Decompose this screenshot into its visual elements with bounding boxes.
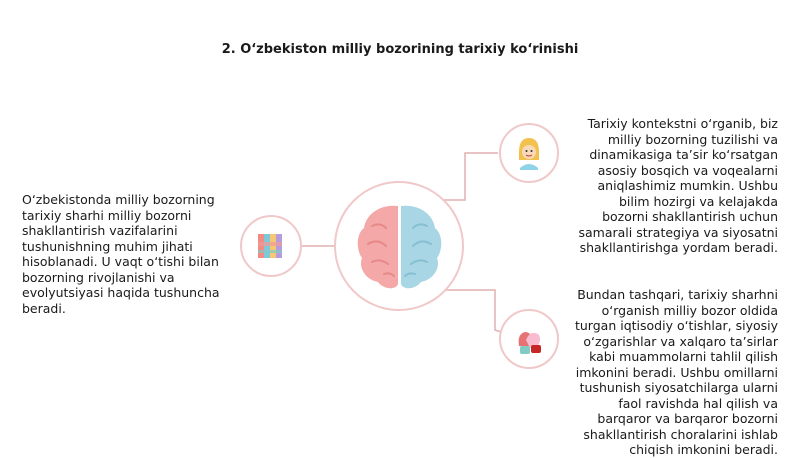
page-title: 2. O‘zbekiston milliy bozorining tarixiy ko‘rinishi — [221, 42, 579, 57]
context-paragraph: Tarixiy kontekstni o‘rganib, biz milliy bozorning tuzilishi va dinamikasiga ta’sir ko‘rsatgan asosiy bosqich va voqealarni aniqlashimiz mumkin. Ushbu bilim hozirgi va kelajakda bozorni shakllantirish uchun samarali strategiya va siyosatni shakllantirishga yordam beradi. — [578, 116, 778, 255]
connector-bottom-right — [440, 290, 510, 335]
connector-top-right — [440, 153, 498, 200]
challenges-paragraph: Bundan tashqari, tarixiy sharhni o‘rganish milliy bozor oldida turgan iqtisodiy o‘tishlar, siyosiy o‘zgarishlar va xalqaro ta’sirlar kabi muammolarni tahlil qilish imkonini beradi. Ushbu omillarni tushunish siyosatchilarga ularni faol ravishda hal qilish va barqaror va barqaror bozorni shakllantirish choralarini ishlab chiqish imkonini beradi. — [574, 287, 778, 457]
person-avatar-icon — [500, 124, 558, 182]
brain-icon — [335, 182, 463, 310]
colorful-pattern-icon — [241, 216, 301, 276]
hands-icon — [500, 310, 558, 368]
intro-paragraph: O‘zbekistonda milliy bozorning tarixiy sharhi milliy bozorni shakllantirish vazifalarini tushunishning muhim jihati hisoblanadi. U vaqt o‘tishi bilan bozorning rivojlanishi va evolyutsiyasi haqida tushuncha beradi. — [22, 192, 220, 316]
